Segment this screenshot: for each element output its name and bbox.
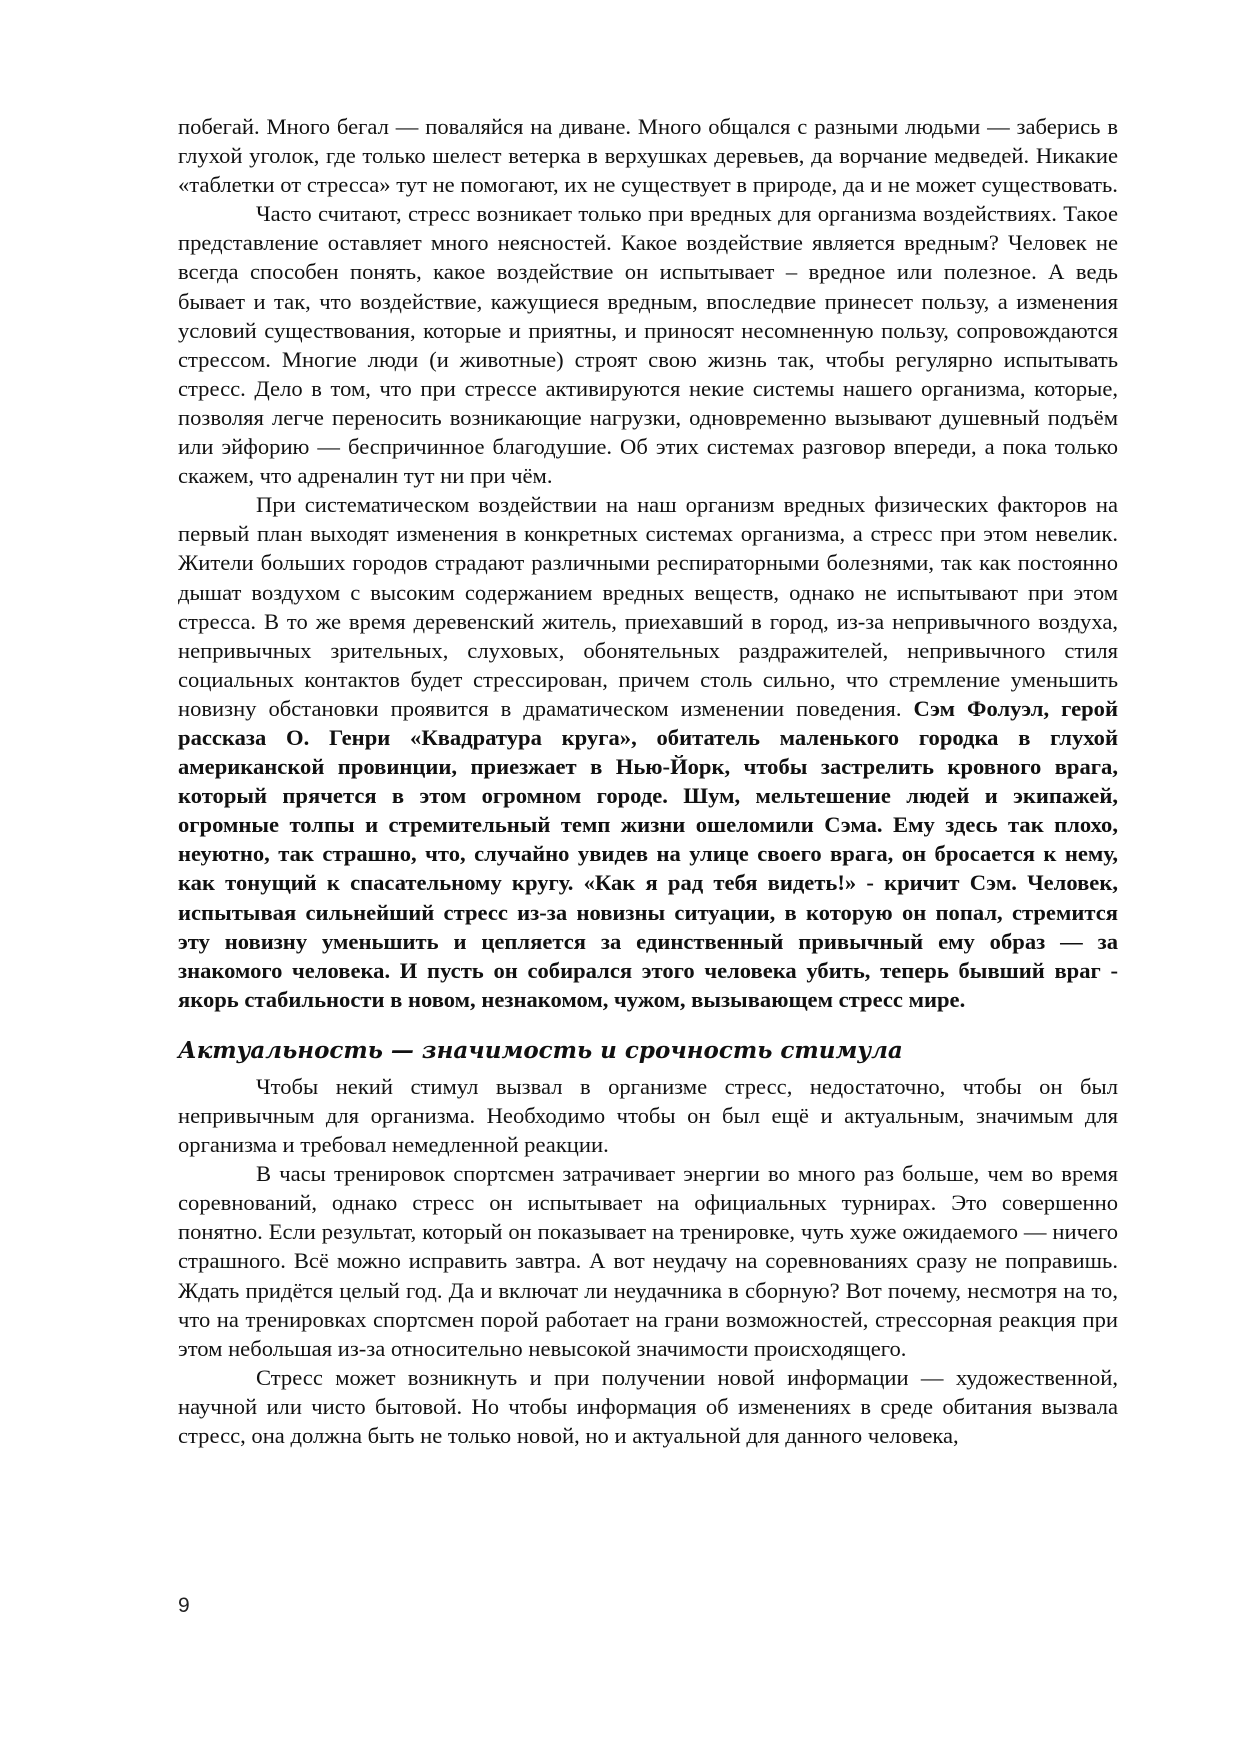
paragraph-4: Чтобы некий стимул вызвал в организме стресс, недостаточно, чтобы он был непривычным для организма. Необходимо чтобы он был ещё и актуальным, значимым для организма и требовал немедленной реакции. [178,1073,1118,1158]
page-body [178,112,1118,1450]
paragraph-6: Стресс может возникнуть и при получении новой информации — художественной, научной или чисто бытовой. Но чтобы информация об изменениях в среде обитания вызвала стресс, она должна быть не только новой, но и актуальной для данного человека, [178,1364,1118,1449]
paragraph-2: Часто считают, стресс возникает только при вредных для организма воздействиях. Такое представление оставляет много неясностей. Какое воздействие является вредным? Человек не всегда способен понять, какое воздействие он испытывает – вредное или полезное. А ведь бывает и так, что воздействие, кажущиеся вредным, впоследвие принесет пользу, а изменения условий существования, которые и приятны, и приносят несомненную пользу, сопровождаются стрессом. Многие люди (и животные) строят свою жизнь так, чтобы регулярно испытывать стресс. Дело в том, что при стрессе активируются некие системы нашего организма, которые, позволяя легче переносить возникающие нагрузки, одновременно вызывают душевный подъём или эйфорию — беспричинное благодушие. Об этих системах разговор впереди, а пока только скажем, что адреналин тут ни при чём. [178,201,1118,489]
paragraph-3-bold-quote: Сэм Фолуэл, герой рассказа О. Генри «Квадратура круга», обитатель маленького городка в глухой американской провинции, приезжает в Нью-Йорк, чтобы застрелить кровного врага, который прячется в этом огромном городе. Шум, мельтешение людей и экипажей, огромные толпы и стремительный темп жизни ошеломили Сэма. Ему здесь так плохо, неуютно, так страшно, что, случайно увидев на улице своего врага, он бросается к нему, как тонущий к спасательному кругу. «Как я рад тебя видеть!» - кричит Сэм. Человек, испытывая сильнейший стресс из-за новизны ситуации, в которую он попал, стремится эту новизну уменьшить и цепляется за единственный привычный ему образ — за знакомого человека. И пусть он собирался этого человека убить, теперь бывший враг - якорь стабильности в новом, незнакомом, чужом, вызывающем стресс мире. [178,695,1118,1012]
paragraph-3-plain: При систематическом воздействии на наш организм вредных физических факторов на первый план выходят изменения в конкретных системах организма, а стресс при этом невелик. Жители больших городов страдают различными респираторными болезнями, так как постоянно дышат воздухом с высоким содержанием вредных веществ, однако не испытывают при этом стресса. В то же время деревенский житель, приехавший в город, из-за непривычного воздуха, непривычных зрительных, слуховых, обонятельных раздражителей, непривычного стиля социальных контактов будет стрессирован, причем столь сильно, что стремление уменьшить новизну обстановки проявится в драматическом изменении поведения. [178,492,1118,721]
page-number: 9 [178,1594,190,1617]
paragraph-1: побегай. Много бегал — поваляйся на диване. Много общался с разными людьми — заберись в глухой уголок, где только шелест ветерка в верхушках деревьев, да ворчание медведей. Никакие «таблетки от стресса» тут не помогают, их не существует в природе, да и не может существовать. [178,114,1118,198]
paragraph-3 [178,490,1118,1014]
paragraph-5: В часы тренировок спортсмен затрачивает энергии во много раз больше, чем во время соревнований, однако стресс он испытывает на официальных турнирах. Это совершенно понятно. Если результат, который он показывает на тренировке, чуть хуже ожидаемого — ничего страшного. Всё можно исправить завтра. А вот неудачу на соревнованиях сразу не поправишь. Ждать придётся целый год. Да и включат ли неудачника в сборную? Вот почему, несмотря на то, что на тренировках спортсмен порой работает на грани возможностей, стрессорная реакция при этом небольшая из-за относительно невысокой значимости происходящего. [178,1161,1118,1361]
section-heading: Актуальность — значимость и срочность стимула [178,1036,903,1064]
